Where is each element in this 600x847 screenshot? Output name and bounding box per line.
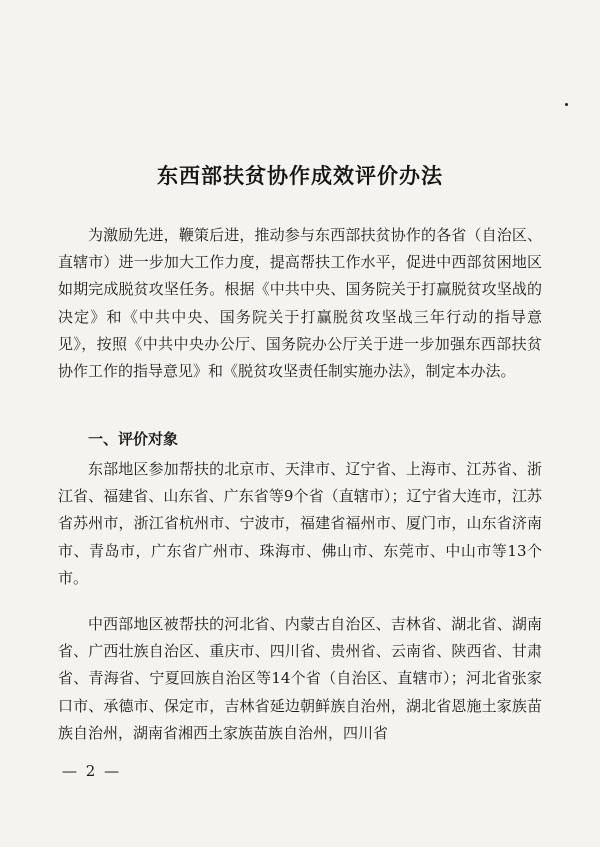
paragraph-text: 为激励先进，鞭策后进，推动参与东西部扶贫协作的各省（自治区、直辖市）进一步加大工作力度，提高帮扶工作水平，促进中西部贫困地区如期完成脱贫攻坚任务。根据《中共中央、国务院关于打赢脱贫攻坚战的决定》和《中共中央、国务院关于打赢脱贫攻坚战三年行动的指导意见》，按照《中共中央办公厅、国务院办公厅关于进一步加强东西部扶贫协作工作的指导意见》和《脱贫攻坚责任制实施办法》，制定本办法。 [58, 226, 542, 381]
intro-paragraph [58, 222, 542, 385]
paragraph-text: 东部地区参加帮扶的北京市、天津市、辽宁省、上海市、江苏省、浙江省、福建省、山东省、广东省等9个省（直辖市）；辽宁省大连市，江苏省苏州市，浙江省杭州市、宁波市，福建省福州市、厦门市，山东省济南市、青岛市，广东省广州市、珠海市、佛山市、东莞市、中山市等13个市。 [58, 460, 542, 587]
scan-speck [565, 103, 568, 106]
page-number: — 2 — [62, 762, 122, 780]
paragraph-text: 中西部地区被帮扶的河北省、内蒙古自治区、吉林省、湖北省、湖南省、广西壮族自治区、重庆市、四川省、贵州省、云南省、陕西省、甘肃省、青海省、宁夏回族自治区等14个省（自治区、直辖市）；河北省张家口市、承德市、保定市，吉林省延边朝鲜族自治州，湖北省恩施土家族苗族自治州，湖南省湘西土家族苗族自治州，四川省 [58, 615, 542, 742]
central-western-regions-paragraph [58, 611, 542, 747]
document-title: 东西部扶贫协作成效评价办法 [157, 163, 443, 188]
section-heading: 一、评价对象 [88, 430, 179, 448]
eastern-regions-paragraph [58, 456, 542, 592]
